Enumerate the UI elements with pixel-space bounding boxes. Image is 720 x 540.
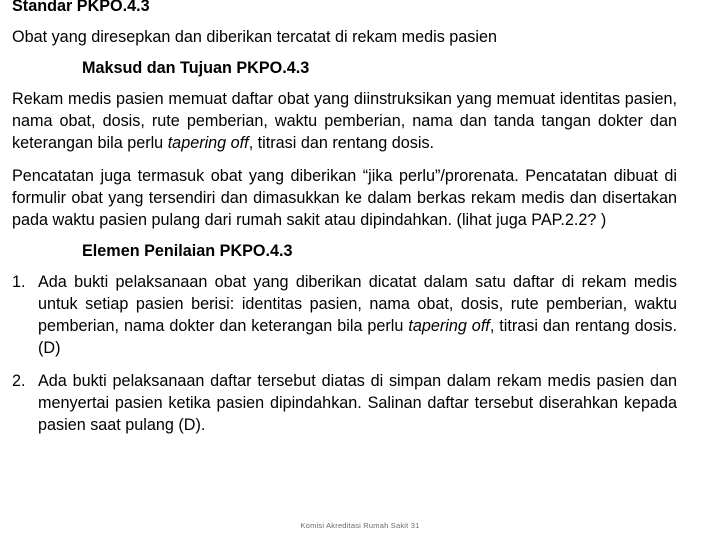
list-item bbox=[12, 271, 677, 359]
list-item-text bbox=[38, 370, 677, 436]
page-footer: Komisi Akreditasi Rumah Sakit 31 bbox=[300, 521, 420, 530]
elements-heading: Elemen Penilaian PKPO.4.3 bbox=[82, 242, 293, 260]
list-item-number: 1. bbox=[12, 273, 26, 291]
purpose-paragraph-1 bbox=[12, 88, 677, 154]
list-item-body: Ada bukti pelaksanaan obat yang diberikan dicatat dalam satu daftar di rekam medis untuk setiap pasien berisi: identitas pasien, nama obat, dosis, rute pemberian, waktu pemberian, nama dokter dan keterangan bila perlu bbox=[38, 273, 677, 335]
purpose-paragraph-1-tail: , titrasi dan rentang dosis. bbox=[248, 134, 435, 152]
standard-text: Obat yang diresepkan dan diberikan tercatat di rekam medis pasien bbox=[12, 28, 498, 46]
purpose-paragraph-1-emphasis: tapering off bbox=[167, 134, 249, 152]
purpose-paragraph-2: Pencatatan juga termasuk obat yang diberikan “jika perlu”/prorenata. Pencatatan dibuat di formulir obat yang tersendiri dan dimasukkan ke dalam berkas rekam medis dan disertakan pada waktu pasien pulang dari rumah sakit atau dipindahkan. (lihat juga PAP.2.2? ) bbox=[12, 167, 677, 229]
assessment-elements-list bbox=[12, 271, 677, 436]
standard-title: Standar PKPO.4.3 bbox=[12, 0, 150, 15]
document-page bbox=[12, 0, 677, 447]
list-item-tail: , titrasi dan rentang dosis. (D) bbox=[38, 317, 677, 357]
list-item-number: 2. bbox=[12, 372, 26, 390]
list-item-text bbox=[38, 271, 677, 359]
list-item-body: Ada bukti pelaksanaan daftar tersebut diatas di simpan dalam rekam medis pasien dan menyertai pasien ketika pasien dipindahkan. Salinan daftar tersebut diserahkan kepada pasien saat pulang (D). bbox=[38, 372, 677, 434]
list-item bbox=[12, 370, 677, 436]
list-item-emphasis: tapering off bbox=[408, 317, 490, 335]
purpose-heading: Maksud dan Tujuan PKPO.4.3 bbox=[82, 59, 310, 77]
purpose-paragraph-1-text: Rekam medis pasien memuat daftar obat yang diinstruksikan yang memuat identitas pasien, nama obat, dosis, rute pemberian, waktu pemberian, nama dan tanda tangan dokter dan keterangan bila perlu bbox=[12, 90, 677, 152]
